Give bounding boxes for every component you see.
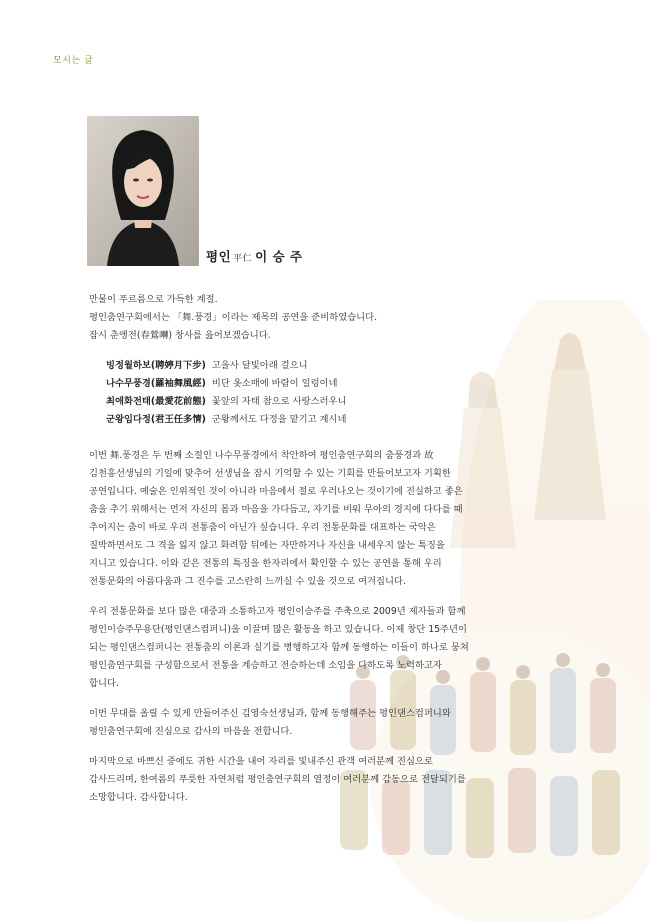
author-name — [206, 247, 303, 265]
body-line: 평인춤연구회를 구성함으로서 전통을 계승하고 전승하는데 소임을 다하도록 노력하고자 — [89, 660, 442, 671]
body-line: 공연입니다. 예술은 인위적인 것이 아니라 마음에서 절로 우러나오는 것이기에 진실하고 좋은 — [89, 486, 463, 497]
poem-line-text: 꽃앞의 자태 참으로 사랑스러우니 — [211, 396, 347, 407]
body-line: 평인춤연구회에 진심으로 감사의 마음을 전합니다. — [89, 726, 293, 737]
body-line: 감사드리며, 한여름의 푸릇한 자연처럼 평인춤연구회의 열정이 여러분께 감동으로 전달되기를 — [89, 774, 466, 785]
body-line: 합니다. — [89, 678, 119, 689]
body-line: 마지막으로 바쁘신 중에도 귀한 시간을 내어 자리를 빛내주신 관객 여러분께 진심으로 — [89, 756, 433, 767]
body-line: 되는 평인댄스컴퍼니는 전통춤의 이론과 실기를 병행하고자 함께 동행하는 이들이 하나로 뭉쳐 — [89, 642, 469, 653]
body-paragraph — [89, 447, 509, 591]
poem-block — [106, 357, 509, 429]
poem-line-text: 비단 옷소매에 바람이 일렁이네 — [211, 378, 338, 389]
body-line: 질박하면서도 그 격을 잃지 않고 화려함 뒤에는 자만하거나 자신을 내세우지 않는 특징을 — [89, 540, 445, 551]
body-line: 평인이승주무용단(평인댄스컴퍼니)을 이끌며 많은 활동을 하고 있습니다. 이제 창단 15주년이 — [89, 624, 467, 635]
body-line: 춤을 추기 위해서는 먼저 자신의 몸과 마음을 가다듬고, 자기를 비워 무아의 경지에 다다를 때 — [89, 504, 463, 515]
poem-line — [106, 411, 509, 429]
body-paragraph — [89, 753, 509, 807]
body-line: 전통문화의 아름다움과 그 진수를 고스란히 느끼실 수 있을 것으로 여겨집니다. — [89, 576, 406, 587]
body-line: 김천흥선생님의 기일에 맞추어 선생님을 잠시 기억할 수 있는 기회를 만들어보고자 기획한 — [89, 468, 451, 479]
poem-line-title: 군왕임다정(君王任多情) — [106, 414, 206, 425]
intro-line: 평인춤연구회에서는 「舞.풍경」이라는 제목의 공연을 준비하였습니다. — [89, 312, 378, 323]
body-line: 소망합니다. 감사합니다. — [89, 792, 188, 803]
intro-line: 만물이 푸르름으로 가득한 계절. — [89, 294, 218, 305]
body-line: 추어지는 춤이 바로 우리 전통춤이 아닌가 싶습니다. 우리 전통문화를 대표하는 국악은 — [89, 522, 436, 533]
poem-line-title: 최애화전태(最愛花前態) — [106, 396, 206, 407]
poem-line — [106, 375, 509, 393]
section-label: 모시는 글 — [53, 56, 94, 66]
author-name-hanja: 平仁 — [233, 254, 253, 264]
poem-line — [106, 393, 509, 411]
poem-line-title: 빙정월하보(聘婷月下步) — [106, 360, 206, 371]
letter-body — [89, 291, 509, 819]
body-line: 이번 무대를 올릴 수 있게 만들어주신 김영숙선생님과, 함께 동행해주는 평인댄스컴퍼니와 — [89, 708, 451, 719]
author-name-prefix: 평인 — [206, 249, 232, 264]
intro-paragraph — [89, 291, 509, 345]
author-portrait — [87, 116, 199, 266]
body-line: 지니고 있습니다. 이와 같은 전통의 특징을 한자리에서 확인할 수 있는 공연을 통해 우리 — [89, 558, 442, 569]
poem-line — [106, 357, 509, 375]
poem-line-title: 나수무풍경(羅袖舞風經) — [106, 378, 206, 389]
body-line: 우리 전통문화를 보다 많은 대중과 소통하고자 평인이승주를 주축으로 2009년 제자들과 함께 — [89, 606, 466, 617]
body-line: 이번 舞.풍경은 두 번째 소절인 나수무풍경에서 착안하여 평인춤연구회의 춤풍경과 故 — [89, 450, 434, 461]
body-paragraph — [89, 603, 509, 693]
intro-line: 잠시 춘앵전(春鶯囀) 창사를 읊어보겠습니다. — [89, 330, 271, 341]
poem-line-text: 고을사 달빛아래 걸으니 — [211, 360, 308, 371]
poem-line-text: 군왕께서도 다정을 맡기고 계시네 — [211, 414, 347, 425]
author-name-main: 이 승 주 — [255, 249, 303, 264]
body-paragraph — [89, 705, 509, 741]
